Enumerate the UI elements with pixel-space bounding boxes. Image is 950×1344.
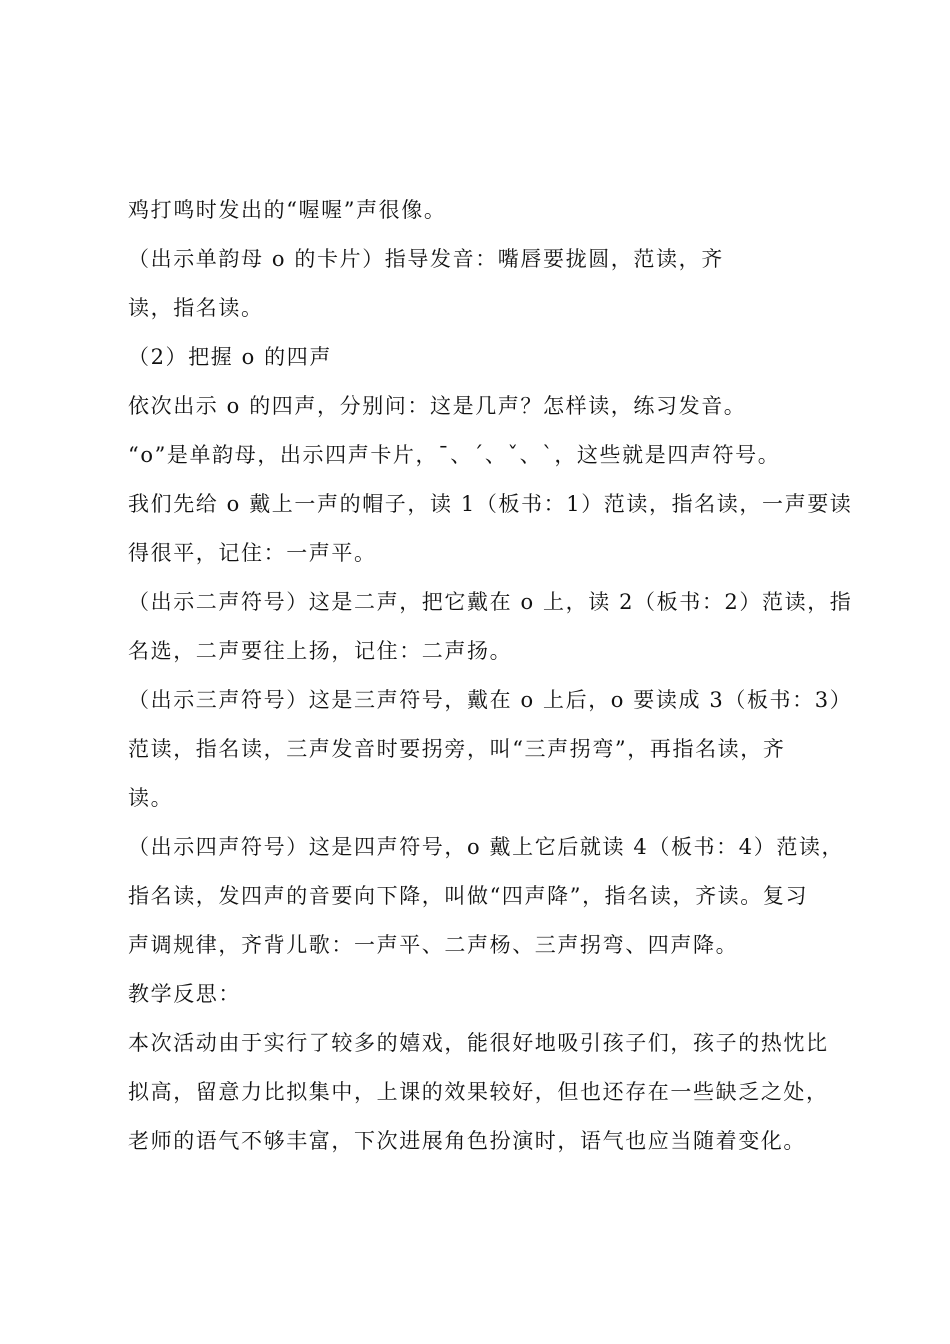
section-heading: 教学反思：	[128, 982, 241, 1006]
text-line: 名选，二声要往上扬，记住：二声扬。	[128, 639, 513, 663]
text-line: （出示四声符号）这是四声符号，o 戴上它后就读 4（板书：4）范读，	[128, 835, 845, 859]
text-line: （出示二声符号）这是二声，把它戴在 o 上，读 2（板书：2）范读，指	[128, 590, 853, 614]
text-line: 范读，指名读，三声发音时要拐旁，叫“三声拐弯”，再指名读，齐	[128, 737, 786, 761]
text-line: 指名读，发四声的音要向下降，叫做“四声降”，指名读，齐读。复习	[128, 884, 809, 908]
text-line: “o”是单韵母，出示四声卡片，ˉ、ˊ、ˇ、ˋ，这些就是四声符号。	[128, 443, 781, 467]
text-line: 声调规律，齐背儿歌：一声平、二声杨、三声拐弯、四声降。	[128, 933, 739, 957]
text-line: 得很平，记住：一声平。	[128, 541, 377, 565]
text-line: 读。	[128, 786, 174, 810]
text-line: （出示单韵母 o 的卡片）指导发音：嘴唇要拢圆，范读，齐	[128, 247, 724, 271]
text-line: 依次出示 o 的四声，分别问：这是几声？怎样读，练习发音。	[128, 394, 747, 418]
text-line: 老师的语气不够丰富，下次进展角色扮演时，语气也应当随着变化。	[128, 1129, 806, 1153]
section-heading: （2）把握 o 的四声	[128, 345, 332, 369]
text-line: 读，指名读。	[128, 296, 264, 320]
text-line: 鸡打鸣时发出的“喔喔”声很像。	[128, 198, 447, 222]
text-line: 我们先给 o 戴上一声的帽子，读 1（板书：1）范读，指名读，一声要读	[128, 492, 853, 516]
text-line: 拟高，留意力比拟集中，上课的效果较好，但也还存在一些缺乏之处，	[128, 1080, 829, 1104]
text-line: 本次活动由于实行了较多的嬉戏，能很好地吸引孩子们，孩子的热忱比	[128, 1031, 829, 1055]
text-line: （出示三声符号）这是三声符号，戴在 o 上后，o 要读成 3（板书：3）	[128, 688, 853, 712]
document-body	[128, 186, 853, 1166]
